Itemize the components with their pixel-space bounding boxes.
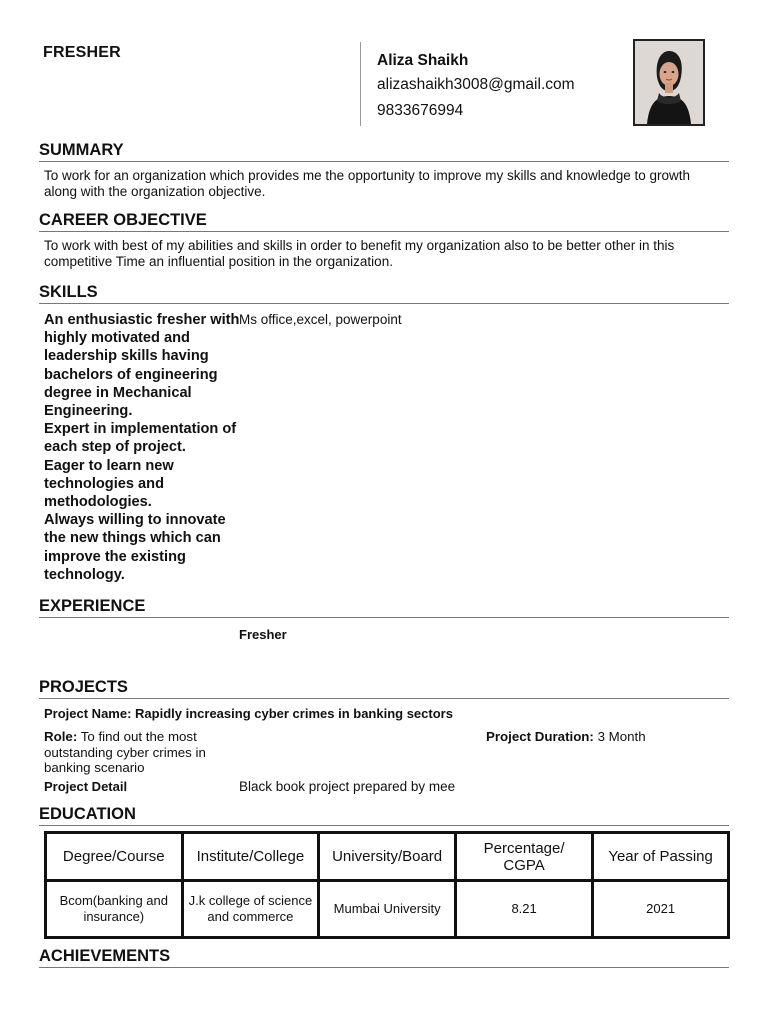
table-header-cell: Institute/College <box>182 833 319 881</box>
project-role-label: Role: <box>44 729 78 744</box>
experience-title: EXPERIENCE <box>39 596 729 618</box>
profile-photo <box>633 39 705 126</box>
project-detail-value: Black book project prepared by mee <box>239 779 456 794</box>
table-header-cell: Year of Passing <box>593 833 729 881</box>
summary-text: To work for an organization which provides me the opportunity to improve my skills and knowledge to growth along with the organization objective. <box>44 168 691 199</box>
status-label: FRESHER <box>43 44 121 61</box>
table-cell: 8.21 <box>455 881 592 938</box>
achievements-section <box>39 946 729 968</box>
project-name <box>44 706 453 721</box>
project-detail-label: Project Detail <box>44 779 128 794</box>
email-address: alizashaikh3008@gmail.com <box>377 76 575 93</box>
project-duration-value: 3 Month <box>597 729 646 744</box>
project-role <box>44 729 244 776</box>
experience-section <box>39 596 729 618</box>
candidate-name: Aliza Shaikh <box>377 52 469 69</box>
projects-title: PROJECTS <box>39 677 729 699</box>
summary-section <box>39 140 729 200</box>
career-objective-text: To work with best of my abilities and skills in order to benefit my organization also to be better other in this competitive Time an influential position in the organization. <box>44 238 675 269</box>
header-divider <box>360 42 361 126</box>
contact-block <box>377 50 575 124</box>
table-header-cell: Percentage/ CGPA <box>455 833 592 881</box>
table-cell: Mumbai University <box>319 881 456 938</box>
table-cell: 2021 <box>593 881 729 938</box>
phone-number: 9833676994 <box>377 102 464 119</box>
skills-title: SKILLS <box>39 282 729 304</box>
table-cell: Bcom(banking and insurance) <box>46 881 183 938</box>
project-duration <box>486 729 646 745</box>
skills-section <box>39 282 729 304</box>
table-row <box>46 881 729 938</box>
table-cell: J.k college of science and commerce <box>182 881 319 938</box>
person-photo-icon <box>635 41 703 124</box>
education-title: EDUCATION <box>39 804 729 826</box>
projects-section <box>39 677 729 699</box>
project-name-label: Project Name: <box>44 706 132 721</box>
career-objective-section <box>39 210 729 270</box>
career-objective-title: CAREER OBJECTIVE <box>39 210 729 232</box>
table-header-cell: Degree/Course <box>46 833 183 881</box>
project-duration-label: Project Duration: <box>486 729 594 744</box>
achievements-title: ACHIEVEMENTS <box>39 946 729 968</box>
project-role-value: To find out the most outstanding cyber crimes in banking scenario <box>44 729 206 775</box>
skills-description: An enthusiastic fresher with highly motivated and leadership skills having bachelors of engineering degree in Mechanical Engineering. Expert in implementation of each step of project. Eager to learn new technologies and methodologies. Always willing to innovate the new things which can improve the existing technology. <box>44 312 240 583</box>
skills-tools: Ms office,excel, powerpoint <box>239 312 402 327</box>
resume-header <box>0 0 768 140</box>
experience-value: Fresher <box>239 627 287 642</box>
education-section <box>39 804 729 826</box>
project-name-value: Rapidly increasing cyber crimes in banking sectors <box>135 706 453 721</box>
education-table <box>44 831 730 939</box>
table-header-cell: University/Board <box>319 833 456 881</box>
table-header-row <box>46 833 729 881</box>
summary-title: SUMMARY <box>39 140 729 162</box>
